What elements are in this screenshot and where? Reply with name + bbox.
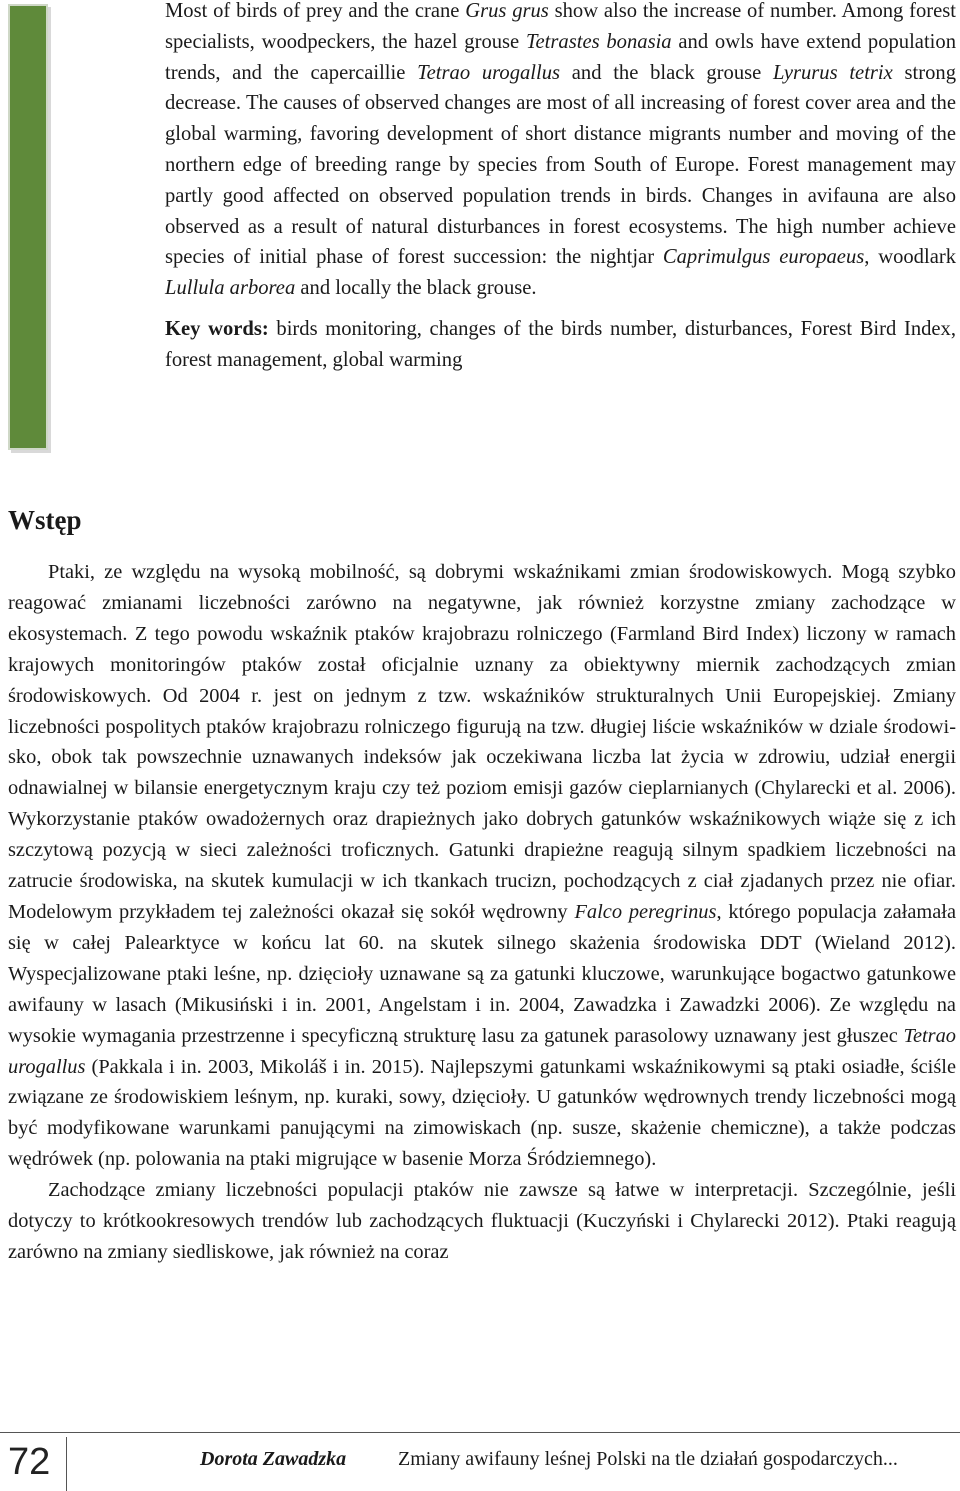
footer-divider [66, 1437, 67, 1491]
keywords-text: birds monitoring, changes of the birds number, disturbances, Forest Bird Index, forest management, global warming [165, 317, 956, 371]
keywords-label: Key words: [165, 317, 269, 340]
species-name: Tetrao urogallus [417, 61, 561, 84]
text-run: (Pakkala i in. 2003, Mikoláš i in. 2015). Najlepszymi gatunkami wskaźnikowymi są ptaki osiadłe, ściśle związane ze środowiskiem leśnym, np. kuraki, sowy, dzięcioły. U gatunków wędrownych trendy liczebności mogą być modyfikowane warunkami panującymi na zimowiskach (np. susze, skażenie chemiczne), a także podczas wędrówek (np. polowania na ptaki migrujące w basenie Morza Śródziemnego). [8, 1055, 956, 1171]
footer-title: Zmiany awifauny leśnej Polski na tle działań gospodarczych... [398, 1448, 898, 1470]
text-run: and owls have extend population trends, and the capercaillie [165, 30, 956, 84]
text-run: and the black grouse [560, 61, 773, 84]
text-run: , którego populacja załamała się w całej Palearktyce w końcu lat 60. na skutek silnego skażenia środowiska DDT (Wieland 2012). Wyspecjalizowane ptaki leśne, np. dzięcioły uznawane są za gatunki kluczowe, warunkujące bogactwo gatunkowe awifauny w lasach (Mikusiński i in. 2001, Angelstam i in. 2004, Zawadzka i Zawadzki 2006). Ze względu na wysokie wymagania przestrzenne i specyficzną strukturę lasu za gatunek parasolowy uznawany jest głuszec [8, 900, 956, 1047]
species-name: Lullula arborea [165, 277, 296, 300]
body-paragraph-1 [8, 557, 956, 1175]
page-number: 72 [8, 1441, 51, 1483]
species-name: Tetrastes bonasia [525, 30, 672, 53]
body-text [8, 557, 956, 1268]
abstract [165, 0, 956, 376]
text-run: Ptaki, ze względu na wysoką mobilność, są dobrymi wskaźnikami zmian środowiskowych. Mogą szybko reagować zmianami liczebności zarówno na negatywne, jak również korzystne zmiany zachodzące w ekosystemach. Z tego powodu wskaźnik ptaków krajobrazu rolniczego (Farmland Bird Index) liczony w ramach krajowych monitoringów ptaków został oficjalnie uznany za obiektywny miernik zachodzących zmian środowiskowych. Od 2004 r. jest on jednym z tzw. wskaźników strukturalnych Unii Europejskiej. Zmiany liczebności pospolitych ptaków krajobrazu rolniczego figurują na tzw. długiej liście wskaźników w dziale środowisko, obok tak powszechnie uznawanych indeksów jak oczekiwana liczba lat życia w zdrowiu, udział energii odnawialnej w bilansie energetycznym kraju czy też poziom emisji gazów cieplarnianych (Chylarecki et al. 2006). Wykorzystanie ptaków owadożernych oraz drapieżnych jako dobrych gatunków wskaźnikowych wiąże się z ich szczytową pozycją w sieci zależności troficznych. Gatunki drapieżne reagują silnym spadkiem liczebności na zatrucie środowiska, na skutek kumulacji w ich tkankach trucizn, pochodzących z ciał zjadanych przez nie ofiar. Modelowym przykładem tej zależności okazał się sokół wędrowny [8, 561, 956, 923]
keywords [165, 314, 956, 376]
species-name: Grus grus [465, 0, 549, 22]
footer-author: Dorota Zawadzka [200, 1448, 347, 1470]
species-name: Falco peregrinus [574, 900, 717, 923]
species-name: Lyrurus tetrix [773, 61, 893, 84]
body-paragraph-2 [8, 1175, 956, 1268]
abstract-paragraph [165, 0, 956, 304]
text-run: and locally the black grouse. [295, 277, 537, 300]
text-run: show also the increase of number. Among forest specialists, woodpeckers, the hazel grouse [165, 0, 957, 53]
decorative-side-bar [8, 4, 48, 450]
text-run: Most of birds of prey and the crane [165, 0, 466, 22]
text-run: Zachodzące zmiany liczebności populacji ptaków nie zawsze są łatwe w interpretacji. Szczególnie, jeśli dotyczy to krótkookresowych trendów lub zachodzących fluktuacji (Kuczyński i Chylarecki 2012). Ptaki reagują zarówno na zmiany siedliskowe, jak również na coraz [8, 1179, 956, 1263]
footer-rule [0, 1432, 960, 1433]
species-name: Tetrao urogallus [8, 1024, 956, 1078]
text-run: , woodlark [864, 246, 956, 269]
text-run: strong decrease. The causes of observed changes are most of all increasing of forest cover area and the global warming, favoring development of short distance migrants number and moving of the northern edge of breeding range by species from South of Europe. Forest management may partly good affected on observed population trends in birds. Changes in avifauna are also observed as a result of natural disturbances in forest ecosystems. The high number achieve species of initial phase of forest succession: the nightjar [165, 61, 956, 269]
species-name: Caprimulgus europaeus [662, 246, 865, 269]
section-heading: Wstęp [8, 505, 82, 535]
